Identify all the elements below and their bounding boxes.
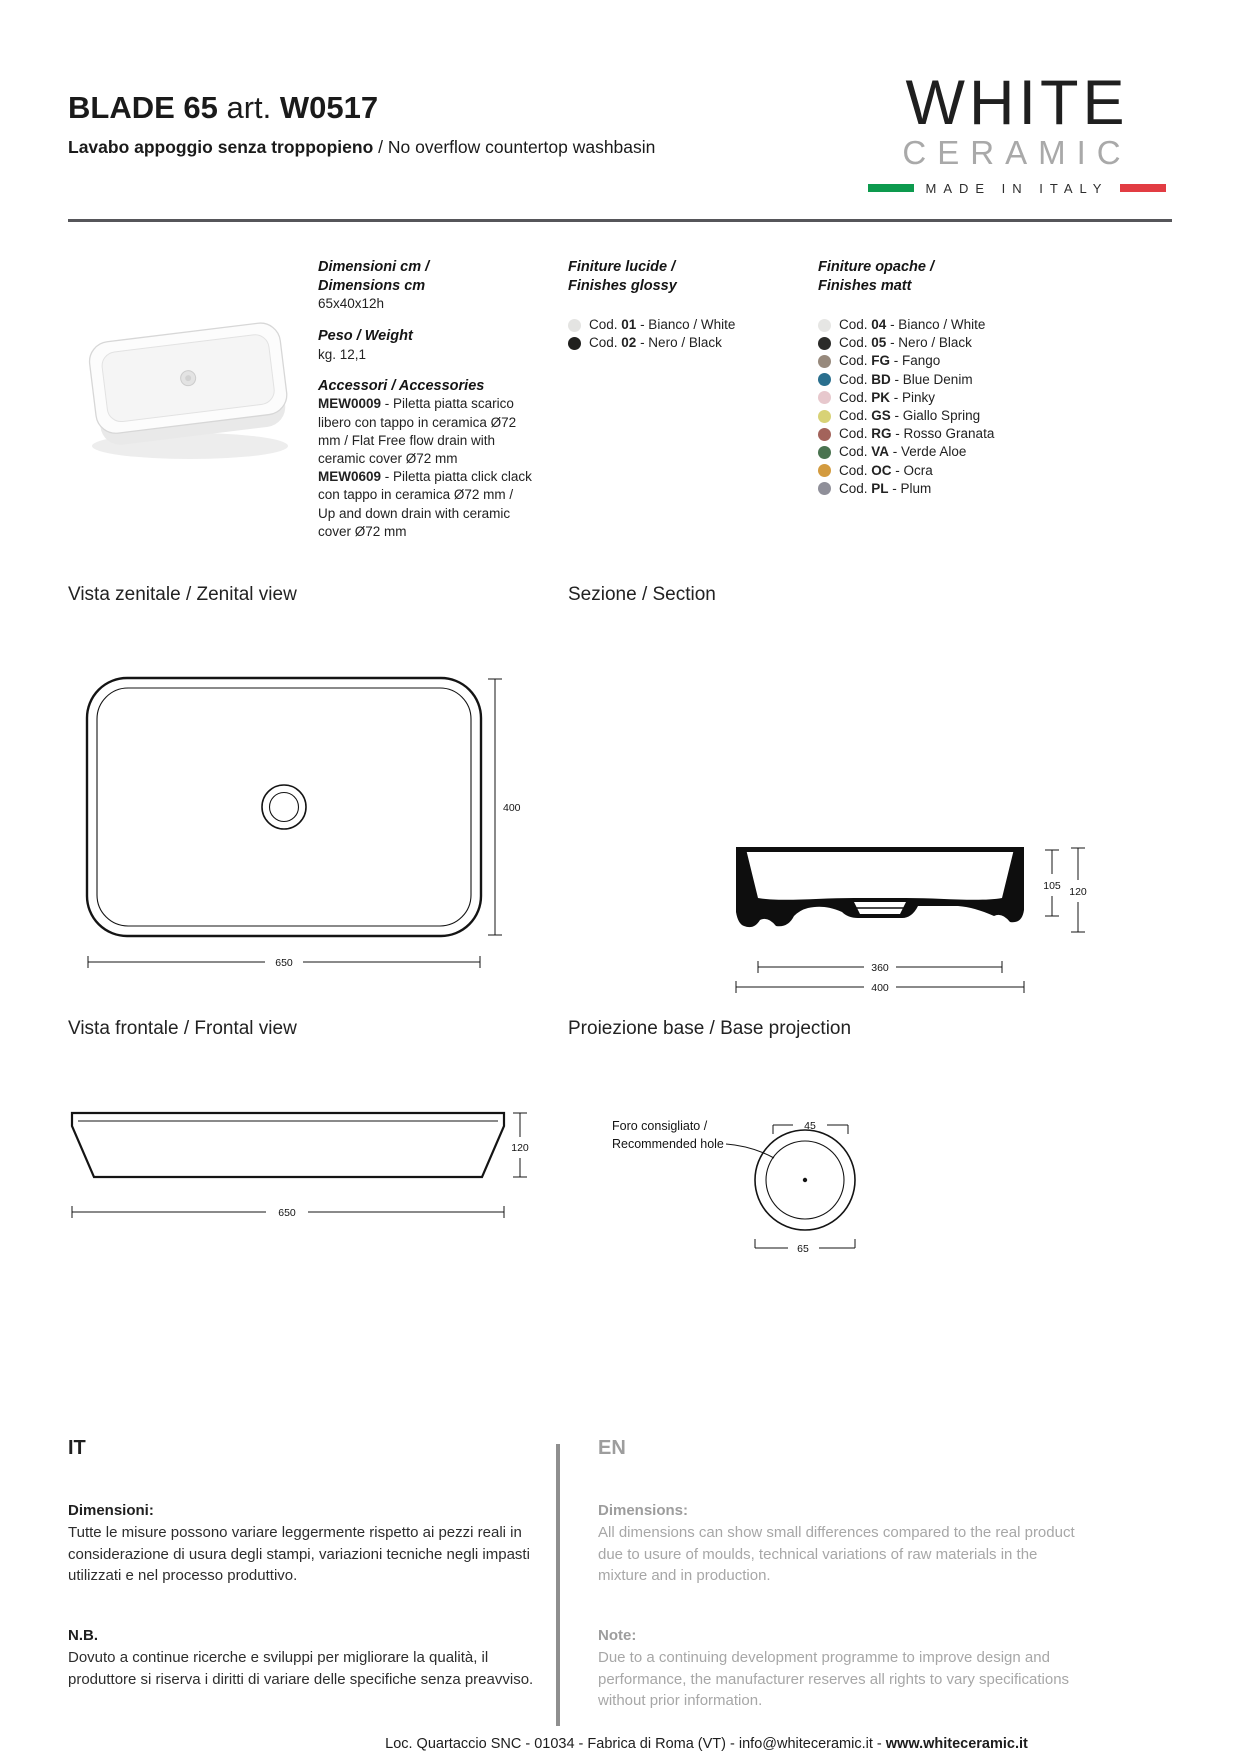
finish-item: Cod. RG - Rosso Granata <box>818 425 1078 443</box>
section-view-drawing <box>660 840 1120 1000</box>
color-swatch <box>818 391 831 404</box>
spec-column: Dimensioni cm / Dimensions cm 65x40x12h Peso / Weight kg. 12,1 Accessori / Accessories MEW0009 - Piletta piatta scarico libero con tappo in ceramica Ø72 mm / Flat Free flow drain with ceramic cover Ø72 mm MEW0609 - Piletta piatta click clack con tappo in ceramica Ø72 mm / Up and down drain with ceramic cover Ø72 mm <box>318 258 548 541</box>
color-swatch <box>568 319 581 332</box>
en-dimensions-heading: Dimensions: <box>598 1501 689 1519</box>
hole-note-line1: Foro consigliato / <box>612 1119 708 1133</box>
basin-outer-edge <box>87 678 481 936</box>
lang-heading-en: EN <box>598 1437 626 1459</box>
finish-item: Cod. PK - Pinky <box>818 389 1078 407</box>
base-center-mark <box>803 1178 807 1182</box>
finish-item: Cod. FG - Fango <box>818 352 1078 370</box>
notes-italian <box>68 1438 548 1690</box>
color-swatch <box>818 337 831 350</box>
en-note-text: Due to a continuing development programme to improve design and performance, the manufacturer reserves all rights to vary specifications without prior information. <box>598 1649 1070 1709</box>
finish-item: Cod. VA - Verde Aloe <box>818 443 1078 461</box>
made-in-italy: MADE IN ITALY <box>862 181 1172 196</box>
frontal-outline <box>72 1113 504 1177</box>
weight-value: kg. 12,1 <box>318 346 367 362</box>
color-swatch <box>818 446 831 459</box>
frontal-view-title: Vista frontale / Frontal view <box>68 1018 297 1039</box>
it-dimensions-heading: Dimensioni: <box>68 1501 154 1519</box>
finish-item: Cod. 05 - Nero / Black <box>818 334 1078 352</box>
weight-label: Peso / Weight <box>318 328 413 345</box>
finish-item: Cod. BD - Blue Denim <box>818 371 1078 389</box>
finish-item: Cod. 02 - Nero / Black <box>568 334 808 352</box>
it-nb-text: Dovuto a continue ricerche e sviluppi per migliorare la qualità, il produttore si riserva i diritti di variare delle specifiche senza preavviso. <box>68 1649 534 1688</box>
lang-heading-it: IT <box>68 1437 86 1459</box>
color-swatch <box>818 373 831 386</box>
hole-note-leader-line <box>726 1144 774 1158</box>
accessory-item: MEW0609 - Piletta piatta click clack con tappo in ceramica Ø72 mm / Up and down drain with ceramic cover Ø72 mm <box>318 469 532 539</box>
svg-text:360: 360 <box>871 962 889 974</box>
color-swatch <box>818 482 831 495</box>
logo-word-white: WHITE <box>905 68 1129 138</box>
flag-red-bar <box>1120 184 1166 192</box>
notes-divider <box>556 1444 560 1726</box>
logo-word-ceramic: CERAMIC <box>902 133 1132 171</box>
finishes-glossy: Finiture lucide / Finishes glossy Cod. 01 - Bianco / White Cod. 02 - Nero / Black <box>568 258 808 352</box>
hole-note-line2: Recommended hole <box>612 1137 724 1151</box>
finishes-matt: Finiture opache / Finishes matt Cod. 04 - Bianco / White Cod. 05 - Nero / Black Cod. FG - Fango Cod. BD - Blue Denim Cod. PK - Pinky Cod. GS - Giallo Spring Cod. RG - Rosso Granata Cod. VA - Verde Aloe Cod. OC - Ocra Cod. PL - Plum <box>818 258 1078 498</box>
base-projection-title: Proiezione base / Base projection <box>568 1018 852 1039</box>
base-projection-drawing <box>600 1100 930 1285</box>
brand-logo <box>862 68 1172 196</box>
finish-item: Cod. GS - Giallo Spring <box>818 407 1078 425</box>
color-swatch <box>818 410 831 423</box>
color-swatch <box>818 428 831 441</box>
article-code: W0517 <box>279 90 379 125</box>
dimensions-value: 65x40x12h <box>318 296 385 311</box>
page-subtitle: Lavabo appoggio senza troppopieno / No overflow countertop washbasin <box>68 137 656 157</box>
basin-inner-edge <box>97 688 471 926</box>
svg-text:650: 650 <box>275 957 293 969</box>
matt-list <box>818 316 1078 498</box>
washbasin-illustration <box>87 321 290 448</box>
footer-website: www.whiteceramic.it <box>885 1736 1028 1752</box>
svg-text:45: 45 <box>804 1120 816 1132</box>
finish-item: Cod. OC - Ocra <box>818 462 1078 480</box>
accessories-label: Accessori / Accessories <box>318 377 485 394</box>
glossy-list <box>568 316 808 352</box>
frontal-view-drawing <box>68 1100 548 1230</box>
dim-line-height <box>488 679 502 935</box>
it-dimensions-text: Tutte le misure possono variare leggermente rispetto ai pezzi reali in considerazione di usura degli stampi, variazioni tecniche negli impasti utilizzati e nel processo produttivo. <box>68 1524 530 1584</box>
svg-text:65: 65 <box>797 1243 809 1255</box>
header-divider <box>68 219 1172 222</box>
en-note-heading: Note: <box>598 1626 637 1644</box>
en-dimensions-text: All dimensions can show small differences compared to the real product due to usure of moulds, technical variations of raw materials in the mixture and in production. <box>598 1524 1075 1584</box>
svg-text:120: 120 <box>511 1142 529 1154</box>
zenital-view-drawing <box>85 676 525 976</box>
dimensions-label: Dimensioni cm / <box>318 259 430 275</box>
flag-green-bar <box>868 184 914 192</box>
svg-text:650: 650 <box>278 1207 296 1219</box>
glossy-title: Finiture lucide / <box>568 259 676 275</box>
color-swatch <box>818 355 831 368</box>
matt-title: Finiture opache / <box>818 259 935 275</box>
product-name: BLADE 65 <box>68 90 218 125</box>
drain-inner-circle <box>270 793 299 822</box>
finish-item: Cod. 04 - Bianco / White <box>818 316 1078 334</box>
drain-outer-circle <box>262 785 306 829</box>
page-title: BLADE 65 art. W0517 <box>68 90 379 125</box>
color-swatch <box>818 464 831 477</box>
zenital-view-title: Vista zenitale / Zenital view <box>68 584 297 605</box>
svg-text:120: 120 <box>1069 886 1087 898</box>
color-swatch <box>818 319 831 332</box>
accessory-item: MEW0009 - Piletta piatta scarico libero con tappo in ceramica Ø72 mm / Flat Free flow drain with ceramic cover Ø72 mm <box>318 396 517 467</box>
svg-text:105: 105 <box>1043 880 1061 892</box>
finish-item: Cod. 01 - Bianco / White <box>568 316 808 334</box>
product-photo <box>72 300 307 475</box>
section-view-title: Sezione / Section <box>568 584 716 605</box>
it-nb-heading: N.B. <box>68 1626 98 1644</box>
section-silhouette <box>736 847 1024 927</box>
notes-english <box>598 1438 1078 1712</box>
finish-item: Cod. PL - Plum <box>818 480 1078 498</box>
footer-address: Loc. Quartaccio SNC - 01034 - Fabrica di Roma (VT) - info@whiteceramic.it - www.whiteceramic.it <box>385 1736 1028 1752</box>
color-swatch <box>568 337 581 350</box>
svg-text:400: 400 <box>871 982 889 994</box>
svg-text:400: 400 <box>503 802 521 814</box>
